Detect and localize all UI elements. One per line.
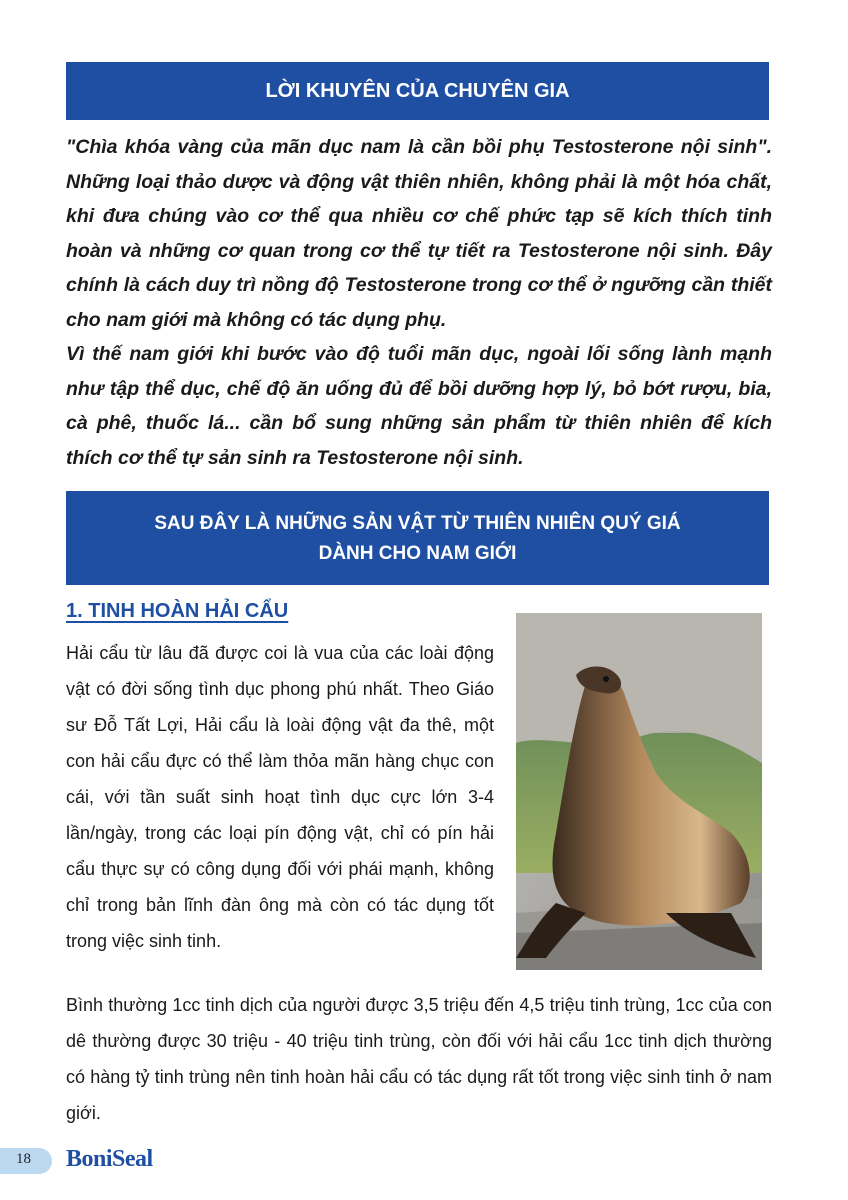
products-header-line-1: SAU ĐÂY LÀ NHỮNG SẢN VẬT TỪ THIÊN NHIÊN QUÝ GIÁ bbox=[154, 513, 681, 534]
advice-paragraph-2: Vì thế nam giới khi bước vào độ tuổi mãn dục, ngoài lối sống lành mạnh như tập thể dục, chế độ ăn uống đủ để bồi dưỡng hợp lý, bỏ bớt rượu, bia, cà phê, thuốc lá... cần bổ sung những sản phẩm từ thiên nhiên để kích thích cơ thể tự sản sinh ra Testosterone nội sinh. bbox=[66, 343, 772, 469]
seal-description bbox=[66, 635, 494, 959]
products-header bbox=[66, 491, 769, 585]
brand-logo: BoniSeal bbox=[66, 1146, 153, 1172]
sea-lion-photo bbox=[516, 613, 762, 970]
seal-paragraph-2: Bình thường 1cc tinh dịch của người được 3,5 triệu đến 4,5 triệu tinh trùng, 1cc của con dê thường được 30 triệu - 40 triệu tinh trùng, còn đối với hải cẩu 1cc tinh dịch thường có hàng tỷ tinh trùng nên tinh hoàn hải cẩu có tác dụng rất tốt trong việc sinh tinh ở nam giới. bbox=[66, 995, 772, 1123]
products-header-line-2: DÀNH CHO NAM GIỚI bbox=[318, 543, 517, 564]
seal-paragraph-1: Hải cẩu từ lâu đã được coi là vua của các loài động vật có đời sống tình dục phong phú nhất. Theo Giáo sư Đỗ Tất Lợi, Hải cẩu là loài động vật đa thê, một con hải cẩu đực có thể làm thỏa mãn hàng chục con cái, với tần suất sinh hoạt tình dục cực lớn 3-4 lần/ngày, trong các loại pín động vật, chỉ có pín hải cẩu thực sự có công dụng đối với phái mạnh, không chỉ trong bản lĩnh đàn ông mà còn có tác dụng tốt trong việc sinh tinh. bbox=[66, 643, 494, 951]
advice-paragraph-1: "Chìa khóa vàng của mãn dục nam là cần bồi phụ Testosterone nội sinh". Những loại thảo dược và động vật thiên nhiên, không phải là một hóa chất, khi đưa chúng vào cơ thể qua nhiều cơ chế phức tạp sẽ kích thích tinh hoàn và những cơ quan trong cơ thể tự tiết ra Testosterone nội sinh. Đây chính là cách duy trì nồng độ Testosterone trong cơ thể ở ngưỡng cần thiết cho nam giới mà không có tác dụng phụ. bbox=[66, 136, 772, 331]
page-number: 18 bbox=[16, 1151, 31, 1167]
seal-details bbox=[66, 987, 772, 1131]
expert-advice-header bbox=[66, 62, 769, 120]
expert-advice-title: LỜI KHUYÊN CỦA CHUYÊN GIA bbox=[265, 80, 570, 102]
section-title-seal: 1. TINH HOÀN HẢI CẨU bbox=[66, 600, 289, 622]
expert-advice-text bbox=[66, 130, 772, 475]
